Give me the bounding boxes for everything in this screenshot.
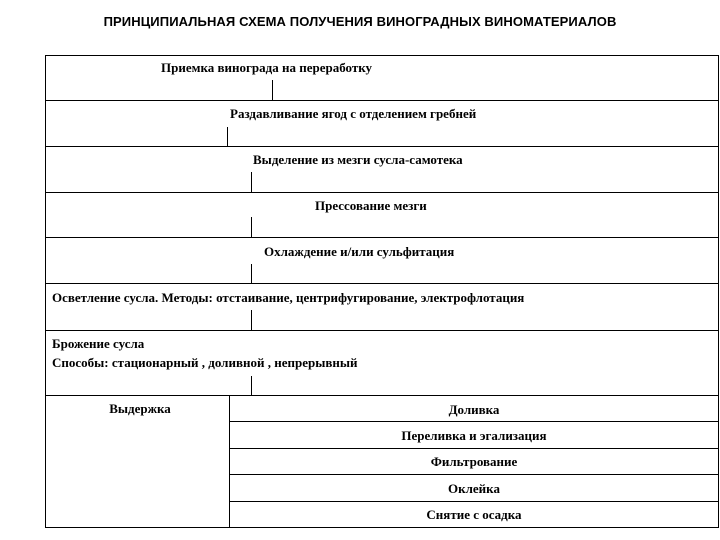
operation-filtration: Фильтрование — [430, 454, 518, 469]
operation-divider — [229, 448, 719, 449]
connector — [45, 172, 719, 193]
operation-sediment-removal: Снятие с осадка — [426, 507, 522, 522]
fermentation-title: Брожение сусла — [52, 336, 145, 351]
connector — [45, 217, 719, 238]
connector-line — [251, 217, 252, 238]
step-must-clarification — [45, 283, 719, 311]
step-label: Раздавливание ягод с отделением гребней — [230, 106, 477, 121]
operation-divider — [229, 474, 719, 475]
connector — [45, 80, 719, 101]
step-crushing — [45, 100, 719, 128]
step-cooling-sulfitation — [45, 237, 719, 265]
step-label: Выделение из мезги сусла-самотека — [253, 152, 463, 167]
step-free-run-must — [45, 146, 719, 173]
operation-divider — [229, 501, 719, 502]
aging-label: Выдержка — [109, 401, 171, 416]
operation-fining: Оклейка — [448, 481, 500, 496]
connector-line — [272, 80, 273, 101]
step-label: Охлаждение и/или сульфитация — [264, 244, 455, 259]
step-fermentation — [45, 330, 719, 377]
diagram-title: ПРИНЦИПИАЛЬНАЯ СХЕМА ПОЛУЧЕНИЯ ВИНОГРАДНЫХ ВИНОМАТЕРИАЛОВ — [103, 14, 617, 29]
connector — [45, 264, 719, 284]
connector-line — [251, 264, 252, 284]
connector-line — [251, 376, 252, 396]
step-label: Осветление сусла. Методы: отстаивание, центрифугирование, электрофлотация — [52, 290, 525, 305]
step-grape-reception — [45, 55, 719, 81]
connector-line — [251, 172, 252, 193]
operation-topping: Доливка — [448, 402, 500, 417]
connector-line — [251, 310, 252, 331]
operation-racking: Переливка и эгализация — [401, 428, 547, 443]
connector — [45, 310, 719, 331]
connector — [45, 376, 719, 396]
connector — [45, 127, 719, 147]
operation-divider — [229, 421, 719, 422]
step-pressing — [45, 192, 719, 218]
step-label: Приемка винограда на переработку — [161, 60, 373, 75]
step-label: Прессование мезги — [315, 198, 427, 213]
fermentation-methods: Способы: стационарный , доливной , непрерывный — [52, 355, 358, 370]
connector-line — [227, 127, 228, 147]
